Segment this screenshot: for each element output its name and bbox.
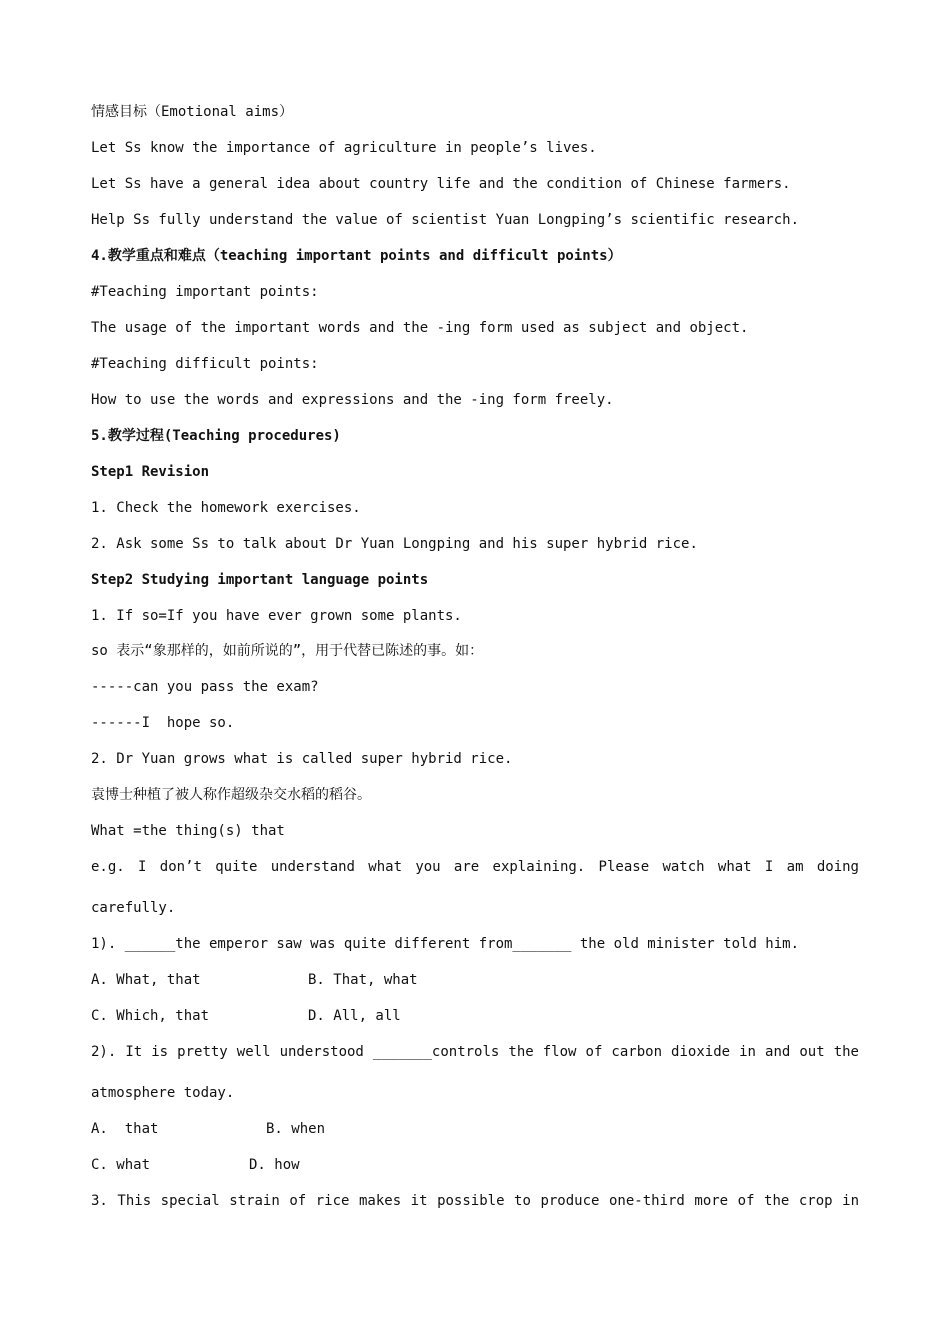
- point-1: 1. If so=If you have ever grown some plants.: [91, 608, 462, 624]
- important-points-text: The usage of the important words and the -ing form used as subject and object.: [91, 320, 749, 336]
- question-1: 1). ______the emperor saw was quite different from_______ the old minister told him.: [91, 936, 800, 952]
- q1-option-c: C. Which, that: [91, 1008, 210, 1024]
- step2-heading: Step2 Studying important language points: [91, 572, 429, 588]
- aim-line-3: Help Ss fully understand the value of scientist Yuan Longping’s scientific research.: [91, 212, 800, 228]
- point-3: 3. This special strain of rice makes it possible to produce one-third more of the crop in: [91, 1193, 859, 1209]
- aim-line-2: Let Ss have a general idea about country life and the condition of Chinese farmers.: [91, 176, 791, 192]
- step1-heading: Step1 Revision: [91, 464, 210, 480]
- question-2-cont: atmosphere today.: [91, 1085, 235, 1101]
- question-2: 2). It is pretty well understood _______controls the flow of carbon dioxide in and out the: [91, 1044, 859, 1060]
- q2-option-c: C. what: [91, 1157, 151, 1173]
- aim-line-1: Let Ss know the importance of agriculture in people’s lives.: [91, 140, 597, 156]
- section-4-heading: 4.教学重点和难点（teaching important points and difficult points）: [91, 248, 622, 264]
- important-points-label: #Teaching important points:: [91, 284, 319, 300]
- q2-option-a: A. that: [91, 1121, 159, 1137]
- q1-option-a: A. What, that: [91, 972, 201, 988]
- step1-item-2: 2. Ask some Ss to talk about Dr Yuan Longping and his super hybrid rice.: [91, 536, 698, 552]
- example-sentence-cont: carefully.: [91, 900, 176, 916]
- emotional-aims-heading: 情感目标（Emotional aims）: [91, 104, 294, 120]
- dialogue-line-1: -----can you pass the exam?: [91, 679, 319, 695]
- section-5-heading: 5.教学过程(Teaching procedures): [91, 428, 341, 444]
- q2-option-d: D. how: [249, 1157, 300, 1173]
- point-2-translation: 袁博士种植了被人称作超级杂交水稻的稻谷。: [91, 787, 371, 803]
- q1-option-b: B. That, what: [308, 972, 418, 988]
- difficult-points-label: #Teaching difficult points:: [91, 356, 319, 372]
- example-sentence: e.g. I don’t quite understand what you are explaining. Please watch what I am doing: [91, 859, 859, 875]
- point-1-explanation: so 表示“象那样的，如前所说的”，用于代替已陈述的事。如：: [91, 643, 484, 659]
- q1-option-d: D. All, all: [308, 1008, 401, 1024]
- q2-option-b: B. when: [266, 1121, 326, 1137]
- point-2: 2. Dr Yuan grows what is called super hybrid rice.: [91, 751, 513, 767]
- step1-item-1: 1. Check the homework exercises.: [91, 500, 361, 516]
- difficult-points-text: How to use the words and expressions and the -ing form freely.: [91, 392, 614, 408]
- dialogue-line-2: ------I hope so.: [91, 715, 235, 731]
- what-definition: What =the thing(s) that: [91, 823, 285, 839]
